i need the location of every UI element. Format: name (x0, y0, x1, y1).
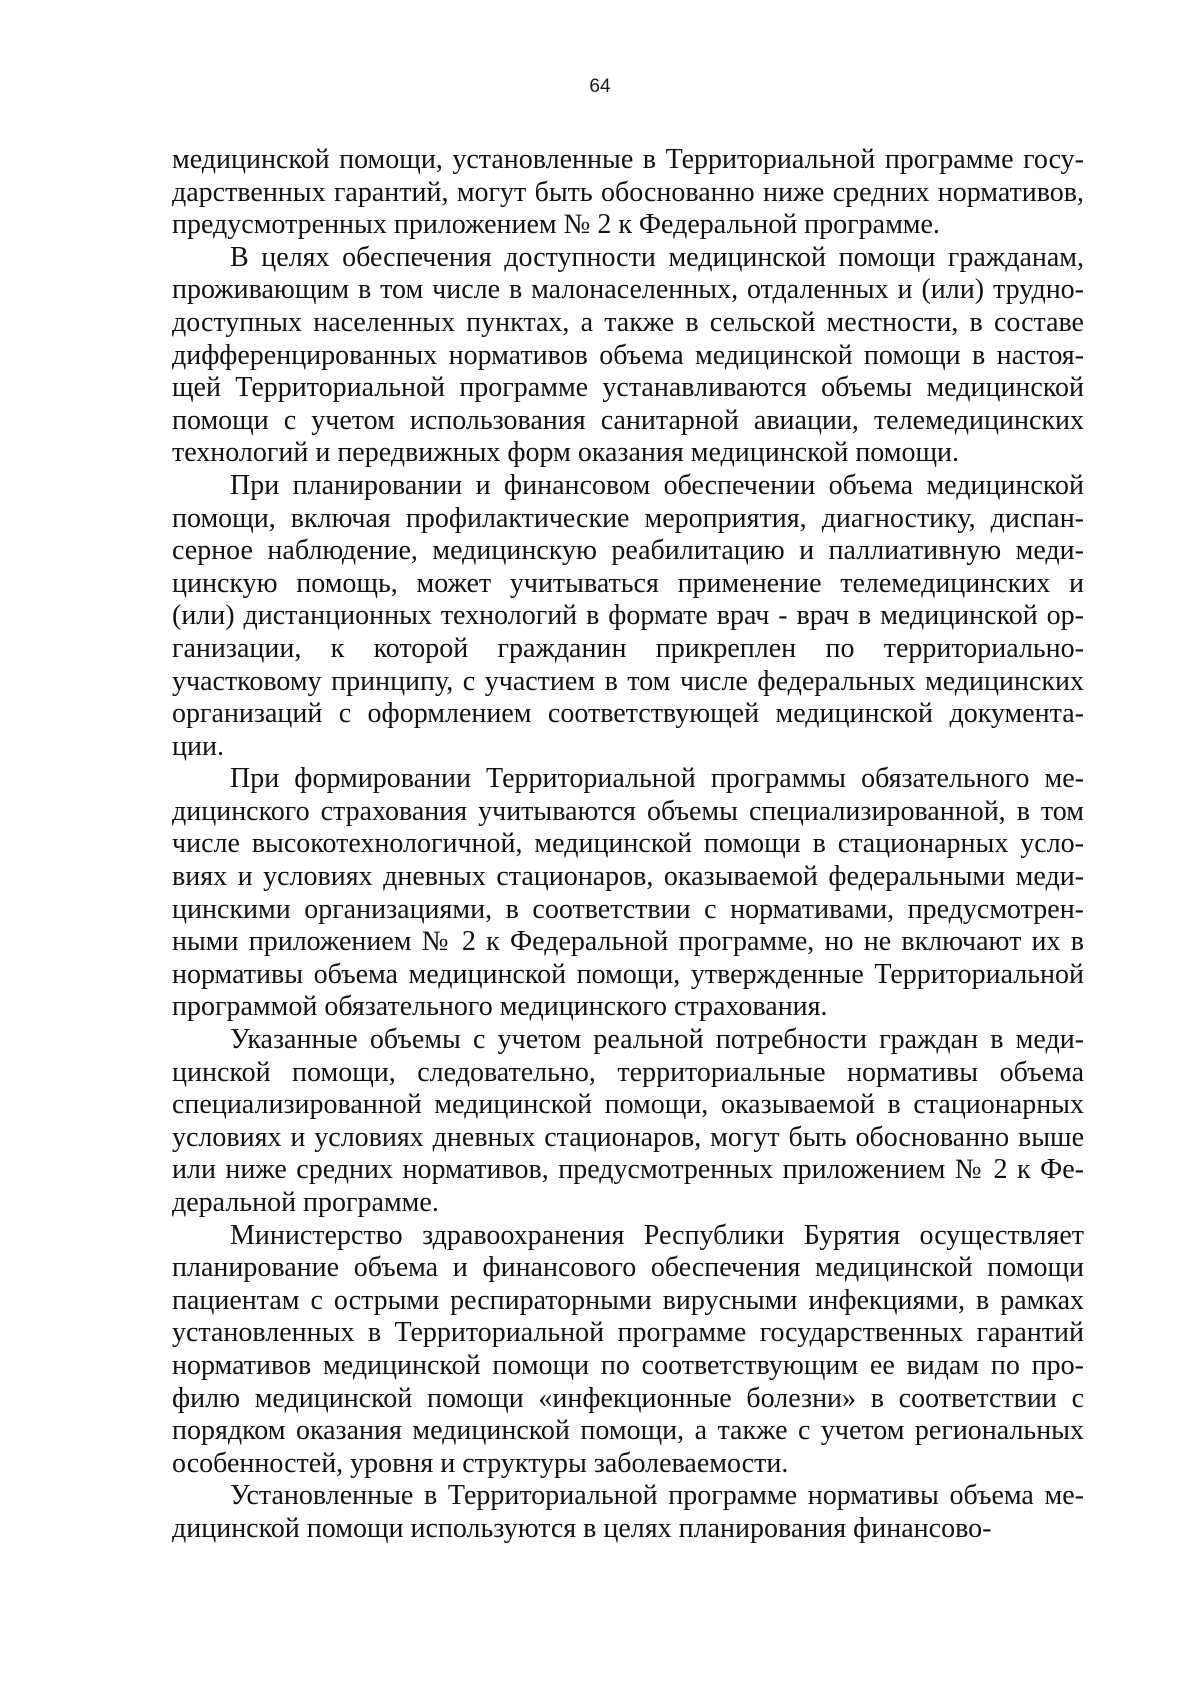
text-line: При планировании и финансовом обеспечении объема медицинской (230, 469, 1084, 501)
text-line: ции. (172, 730, 224, 762)
text-line: нормативы объема медицинской помощи, утвержденные Территориальной (172, 958, 1084, 990)
text-line: организаций с оформлением соответствующей медицинской документа- (172, 698, 1084, 730)
text-line: проживающим в том числе в малонаселенных, отдаленных и (или) трудно- (172, 274, 1084, 306)
paragraph (172, 242, 1084, 470)
text-line: В целях обеспечения доступности медицинской помощи гражданам, (230, 241, 1084, 273)
text-line: программой обязательного медицинского страхования. (172, 991, 828, 1023)
text-line: планирование объема и финансового обеспечения медицинской помощи (172, 1252, 1084, 1284)
text-line: помощи, включая профилактические мероприятия, диагностику, диспан- (172, 502, 1084, 534)
paragraph (172, 1480, 1084, 1545)
text-line: технологий и передвижных форм оказания медицинской помощи. (172, 437, 960, 469)
paragraph (172, 1220, 1084, 1481)
text-line: порядком оказания медицинской помощи, а также с учетом региональных (172, 1415, 1084, 1447)
text-line: помощи с учетом использования санитарной авиации, телемедицинских (172, 404, 1084, 436)
text-line: пациентам с острыми респираторными вирусными инфекциями, в рамках (172, 1284, 1084, 1316)
text-line: ными приложением № 2 к Федеральной программе, но не включают их в (172, 926, 1084, 958)
text-line: дарственных гарантий, могут быть обоснованно ниже средних нормативов, (172, 176, 1084, 208)
text-line: Указанные объемы с учетом реальной потребности граждан в меди- (230, 1024, 1084, 1056)
text-line: дицинского страхования учитываются объемы специализированной, в том (172, 795, 1084, 827)
text-line: цинскую помощь, может учитываться применение телемедицинских и (172, 567, 1084, 599)
text-line: серное наблюдение, медицинскую реабилитацию и паллиативную меди- (172, 535, 1084, 567)
paragraph (172, 470, 1084, 763)
text-line: числе высокотехнологичной, медицинской помощи в стационарных усло- (172, 828, 1084, 860)
text-line: доступных населенных пунктах, а также в сельской местности, в составе (172, 306, 1084, 338)
text-line: цинской помощи, следовательно, территориальные нормативы объема (172, 1056, 1084, 1088)
text-line: медицинской помощи, установленные в Территориальной программе госу- (172, 144, 1084, 175)
text-line: дифференцированных нормативов объема медицинской помощи в настоя- (172, 339, 1084, 371)
text-line: щей Территориальной программе устанавливаются объемы медицинской (172, 372, 1084, 404)
text-line: нормативов медицинской помощи по соответствующим ее видам по про- (172, 1349, 1084, 1381)
paragraph (172, 763, 1084, 1024)
page-number: 64 (589, 76, 611, 97)
document-body (172, 144, 1084, 1546)
text-line: При формировании Территориальной программы обязательного ме- (230, 763, 1084, 795)
text-line: цинскими организациями, в соответствии с нормативами, предусмотрен- (172, 893, 1084, 925)
text-line: особенностей, уровня и структуры заболеваемости. (172, 1447, 789, 1479)
text-line: дицинской помощи используются в целях планирования финансово- (172, 1512, 992, 1544)
text-line: предусмотренных приложением № 2 к Федеральной программе. (172, 209, 940, 241)
text-line: Установленные в Территориальной программе нормативы объема ме- (230, 1480, 1084, 1512)
text-line: установленных в Территориальной программе государственных гарантий (172, 1317, 1084, 1349)
text-line: специализированной медицинской помощи, оказываемой в стационарных (172, 1089, 1084, 1121)
text-line: условиях и условиях дневных стационаров, могут быть обоснованно выше (172, 1121, 1084, 1153)
text-line: ганизации, к которой гражданин прикреплен по территориально- (172, 632, 1084, 664)
text-line: участковому принципу, с участием в том числе федеральных медицинских (172, 665, 1084, 697)
text-line: виях и условиях дневных стационаров, оказываемой федеральными меди- (172, 861, 1084, 893)
text-line: Министерство здравоохранения Республики Бурятия осуществляет (230, 1219, 1084, 1251)
paragraph (172, 1024, 1084, 1220)
text-line: или ниже средних нормативов, предусмотренных приложением № 2 к Фе- (172, 1154, 1084, 1186)
text-line: филю медицинской помощи «инфекционные болезни» в соответствии с (172, 1382, 1084, 1414)
paragraph (172, 144, 1084, 242)
text-line: деральной программе. (172, 1187, 439, 1218)
text-line: (или) дистанционных технологий в формате врач - врач в медицинской ор- (172, 600, 1084, 632)
